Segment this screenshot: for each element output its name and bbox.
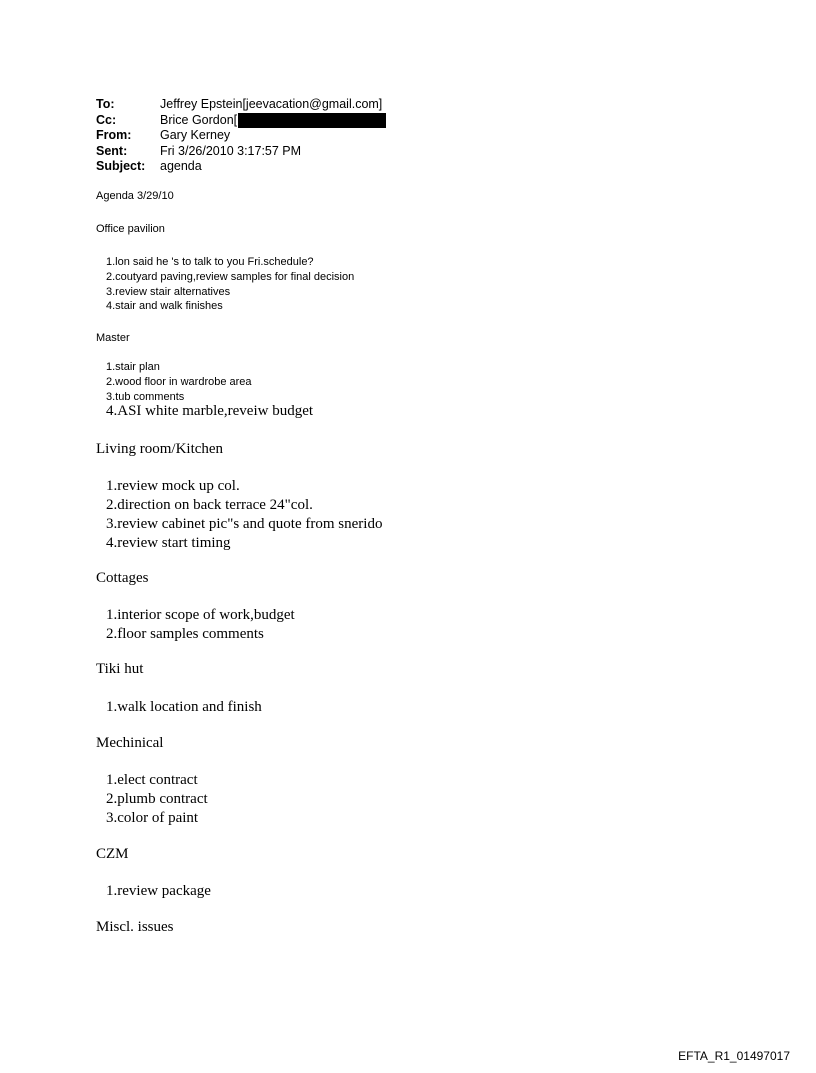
list-item: 4.ASI white marble,reveiw budget [106, 403, 314, 419]
section-cottages-title: Cottages [96, 570, 149, 586]
redaction-block [238, 113, 386, 128]
list-item: 1.stair plan [106, 361, 160, 373]
cc-row [96, 113, 386, 129]
list-item: 1.elect contract [106, 772, 198, 788]
list-item: 1.review package [106, 883, 211, 899]
from-label: From: [96, 128, 132, 142]
section-living-title: Living room/Kitchen [96, 441, 224, 457]
list-item: 3.color of paint [106, 810, 199, 826]
list-item: 4.stair and walk finishes [106, 300, 223, 313]
sent-label: Sent: [96, 143, 128, 158]
to-value: Jeffrey Epstein[jeevacation@gmail.com] [160, 97, 383, 111]
list-item: 2.direction on back terrace 24"col. [106, 497, 313, 513]
to-label: To: [96, 97, 115, 111]
section-office-title: Office pavilion [96, 223, 165, 235]
list-item: 1.review mock up col. [106, 478, 240, 494]
document-id: EFTA_R1_01497017 [678, 1049, 790, 1063]
subject-label: Subject: [96, 159, 146, 173]
section-mech-title: Mechinical [96, 735, 164, 751]
list-item: 2.wood floor in wardrobe area [106, 375, 252, 388]
from-row [96, 128, 386, 144]
sent-value: Fri 3/26/2010 3:17:57 PM [160, 143, 302, 158]
section-master-title: Master [96, 332, 130, 344]
office-list [106, 255, 354, 314]
list-item: 3.review stair alternatives [106, 285, 231, 298]
list-item: 1.interior scope of work,budget [106, 607, 295, 623]
from-value: Gary Kerney [160, 128, 231, 142]
sent-row [96, 144, 386, 160]
list-item: 2.plumb contract [106, 791, 208, 807]
czm-list [106, 882, 211, 901]
section-misc-title: Miscl. issues [96, 919, 174, 935]
list-item: 2.floor samples comments [106, 626, 264, 642]
subject-row [96, 159, 386, 175]
list-item: 3.tub comments [106, 390, 185, 403]
section-tiki-title: Tiki hut [96, 661, 144, 677]
list-item: 2.coutyard paving,review samples for final decision [106, 270, 355, 283]
mech-list [106, 771, 208, 828]
list-item: 1.walk location and finish [106, 699, 262, 715]
cc-value: Brice Gordon[ [160, 112, 238, 127]
agenda-title: Agenda 3/29/10 [96, 190, 174, 202]
section-czm-title: CZM [96, 846, 129, 862]
list-item: 4.review start timing [106, 535, 231, 551]
email-header [96, 97, 386, 175]
cottages-list [106, 606, 295, 644]
to-row [96, 97, 386, 113]
tiki-list [106, 698, 262, 717]
living-list [106, 477, 382, 553]
master-list [106, 360, 252, 404]
cc-label: Cc: [96, 112, 117, 127]
list-item: 3.review cabinet pic"s and quote from snerido [106, 516, 383, 532]
subject-value: agenda [160, 159, 202, 173]
list-item: 1.lon said he 's to talk to you Fri.schedule? [106, 256, 314, 268]
